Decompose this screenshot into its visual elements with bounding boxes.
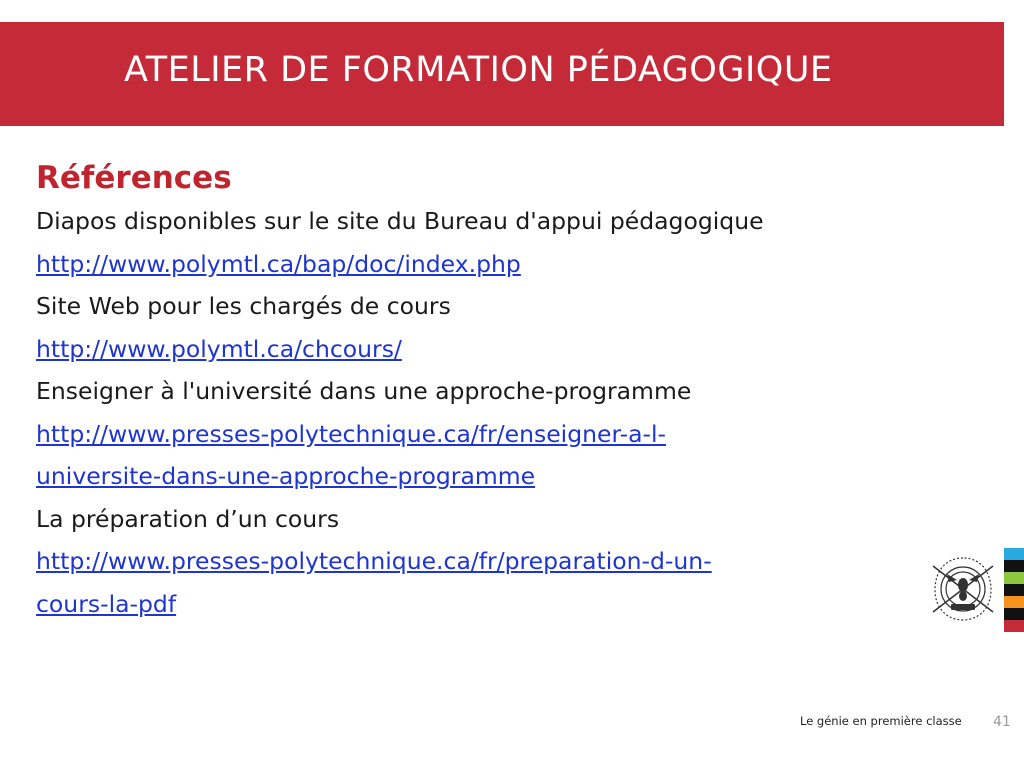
page-number: 41 [993, 714, 1011, 730]
stripe-black [1004, 584, 1024, 596]
stripe-black [1004, 608, 1024, 620]
reference-description: Site Web pour les chargés de cours [36, 292, 451, 320]
slide-title: ATELIER DE FORMATION PÉDAGOGIQUE [124, 50, 833, 90]
stripe-blue [1004, 548, 1024, 560]
reference-description: La préparation d’un cours [36, 504, 340, 533]
reference-link-continued[interactable]: universite-dans-une-approche-programme [36, 462, 536, 490]
reference-link[interactable]: http://www.polymtl.ca/chcours/ [36, 334, 402, 363]
reference-description: Diapos disponibles sur le site du Bureau d'appui pédagogique [36, 207, 764, 235]
footer-tagline: Le génie en première classe [800, 714, 962, 728]
stripe-green [1004, 572, 1024, 584]
reference-link[interactable]: http://www.polymtl.ca/bap/doc/index.php [36, 249, 521, 278]
stripe-red [1004, 620, 1024, 632]
reference-link[interactable]: http://www.presses-polytechnique.ca/fr/enseigner-a-l- [36, 419, 667, 448]
reference-link-continued[interactable]: cours-la-pdf [36, 589, 177, 618]
stripe-black [1004, 560, 1024, 572]
polytechnique-seal-icon [927, 552, 999, 626]
stripe-orange [1004, 596, 1024, 608]
reference-link[interactable]: http://www.presses-polytechnique.ca/fr/preparation-d-un- [36, 547, 712, 575]
section-heading: Références [36, 160, 232, 196]
references-section [36, 156, 936, 625]
reference-description: Enseigner à l'université dans une approche-programme [36, 377, 692, 405]
